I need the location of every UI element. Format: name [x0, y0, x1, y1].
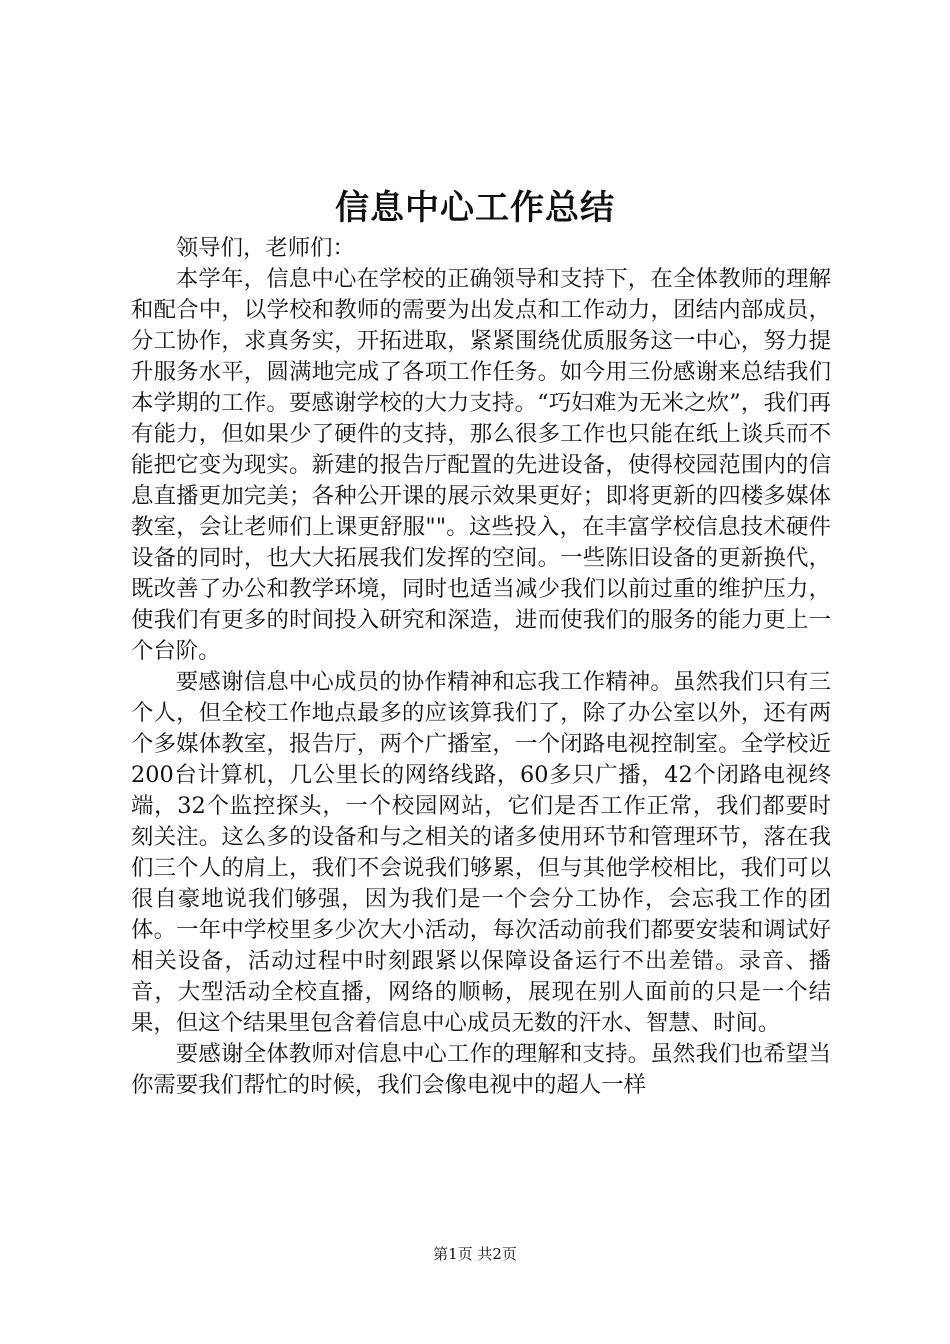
salutation: 领导们，老师们： — [175, 235, 355, 261]
paragraph-1: 本学年，信息中心在学校的正确领导和支持下，在全体教师的理解和配合中，以学校和教师的需要为出发点和工作动力，团结内部成员，分工协作，求真务实，开拓进取，紧紧围绕优质服务这一中心，努力提升服务水平，圆满地完成了各项工作任务。如今用三份感谢来总结我们本学期的工作。要感谢学校的大力支持。“巧妇难为无米之炊”，我们再有能力，但如果少了硬件的支持，那么很多工作也只能在纸上谈兵而不能把它变为现实。新建的报告厅配置的先进设备，使得校园范围内的信息直播更加完美；各种公开课的展示效果更好；即将更新的四楼多媒体教室，会让老师们上课更舒服""。这些投入，在丰富学校信息技术硬件设备的同时，也大大拓展我们发挥的空间。一些陈旧设备的更新换代，既改善了办公和教学环境，同时也适当减少我们以前过重的维护压力，使我们有更多的时间投入研究和深造，进而使我们的服务的能力更上一个台阶。 — [131, 266, 831, 664]
document-body — [131, 233, 831, 1101]
document-title: 信息中心工作总结 — [335, 188, 615, 228]
paragraph-3: 要感谢全体教师对信息中心工作的理解和支持。虽然我们也希望当你需要我们帮忙的时候，我们会像电视中的超人一样 — [131, 1041, 831, 1098]
paragraph-2: 要感谢信息中心成员的协作精神和忘我工作精神。虽然我们只有三个人，但全校工作地点最多的应该算我们了，除了办公室以外，还有两个多媒体教室，报告厅，两个广播室，一个闭路电视控制室。全学校近200台计算机，几公里长的网络线路，60多只广播，42个闭路电视终端，32个监控探头，一个校园网站，它们是否工作正常，我们都要时刻关注。这么多的设备和与之相关的诸多使用环节和管理环节，落在我们三个人的肩上，我们不会说我们够累，但与其他学校相比，我们可以很自豪地说我们够强，因为我们是一个会分工协作，会忘我工作的团体。一年中学校里多少次大小活动，每次活动前我们都要安装和调试好相关设备，活动过程中时刻跟紧以保障设备运行不出差错。录音、播音，大型活动全校直播，网络的顺畅，展现在别人面前的只是一个结果，但这个结果里包含着信息中心成员无数的汗水、智慧、时间。 — [131, 669, 831, 1036]
page-footer: 第1页 共2页 — [433, 1245, 517, 1263]
